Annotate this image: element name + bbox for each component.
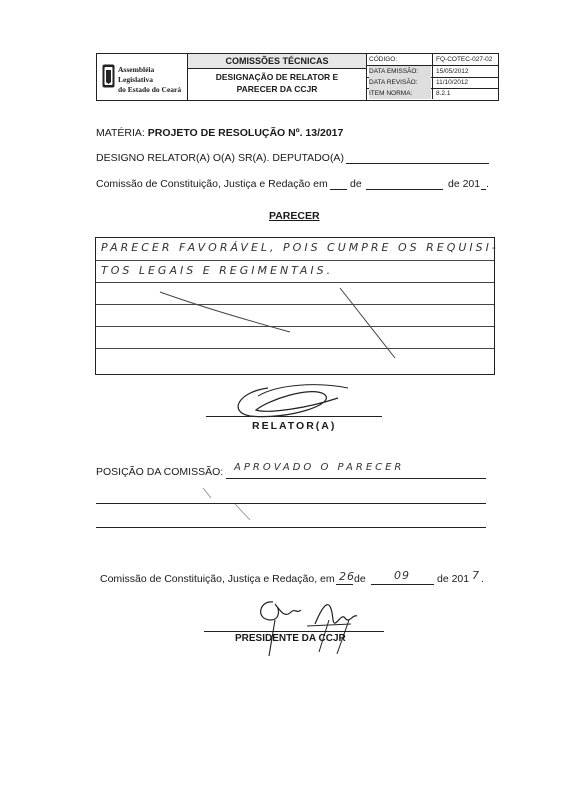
comissao-date2-de2: de 201 — [437, 573, 470, 585]
relator-label: RELATOR(A) — [252, 420, 337, 432]
relator-signature-line — [206, 416, 382, 417]
meta-cell — [367, 54, 498, 100]
posicao-blank-2 — [96, 503, 486, 504]
parecer-cancel-strokes — [150, 280, 410, 360]
month2-handwritten: 09 — [394, 569, 410, 582]
meta-row-codigo — [367, 54, 498, 66]
meta-row-item-norma — [367, 88, 498, 99]
meta-value: 15/05/2012 — [432, 66, 498, 77]
month-blank — [366, 189, 443, 190]
form-category-title: COMISSÕES TÉCNICAS — [188, 54, 366, 69]
comissao-date2-de1: de — [354, 573, 366, 585]
presidente-signature — [245, 590, 375, 660]
assembly-seal-icon — [102, 64, 115, 88]
posicao-label: POSIÇÃO DA COMISSÃO: — [96, 466, 224, 478]
month2-blank — [371, 584, 434, 585]
posicao-handwritten: APROVADO O PARECER — [234, 462, 405, 473]
form-title-line-2: PARECER DA CCJR — [236, 84, 318, 94]
form-title-line-1: DESIGNAÇÃO DE RELATOR E — [215, 72, 339, 82]
day2-handwritten: 26 — [339, 570, 355, 583]
comissao-date2-end: . — [481, 573, 484, 585]
ruled-line — [96, 260, 494, 261]
meta-label: DATA EMISSÃO: — [369, 66, 431, 77]
posicao-blank-3 — [96, 527, 486, 528]
materia-value: PROJETO DE RESOLUÇÃO Nº. 13/2017 — [147, 127, 344, 139]
day2-blank — [336, 584, 353, 585]
logo-line-1: Assembléia Legislativa — [118, 65, 155, 84]
meta-label: CÓDIGO: — [369, 56, 398, 63]
comissao-date-de: de — [350, 178, 362, 190]
year2-handwritten: 7 — [472, 569, 479, 582]
meta-label: DATA REVISÃO: — [369, 77, 431, 88]
meta-label: ITEM NORMA: — [369, 88, 431, 99]
day-blank — [330, 189, 347, 190]
logo-line-2: do Estado do Ceará — [118, 85, 182, 94]
title-cell — [188, 54, 367, 100]
comissao-date-year: de 201 — [448, 178, 481, 190]
materia-label: MATÉRIA: — [96, 127, 145, 139]
parecer-heading: PARECER — [269, 210, 320, 222]
comissao-date2-prefix: Comissão de Constituição, Justiça e Redação, em — [100, 573, 335, 585]
deputado-blank — [346, 163, 489, 164]
logo-cell — [97, 54, 188, 100]
presidente-label: PRESIDENTE DA CCJR — [235, 633, 346, 644]
materia-line — [96, 127, 343, 139]
comissao-date-end: . — [486, 178, 489, 190]
parecer-handwritten-line-2: TOS LEGAIS E REGIMENTAIS. — [101, 264, 334, 277]
parecer-handwritten-line-1: PARECER FAVORÁVEL, POIS CUMPRE OS REQUISI- — [101, 241, 499, 254]
meta-value: 11/10/2012 — [432, 77, 498, 88]
posicao-blank-1 — [226, 478, 486, 479]
logo-text — [118, 65, 187, 95]
comissao-date-prefix: Comissão de Constituição, Justiça e Redação em — [96, 178, 328, 190]
meta-value: FQ-COTEC-027-02 — [432, 54, 498, 65]
presidente-signature-line — [204, 631, 384, 632]
form-title — [188, 71, 366, 95]
document-header — [96, 53, 499, 101]
designo-label: DESIGNO RELATOR(A) O(A) SR(A). DEPUTADO(A) — [96, 152, 344, 164]
relator-signature — [228, 378, 358, 424]
posicao-stray-strokes — [195, 484, 265, 524]
meta-value: 8.2.1 — [432, 88, 498, 99]
